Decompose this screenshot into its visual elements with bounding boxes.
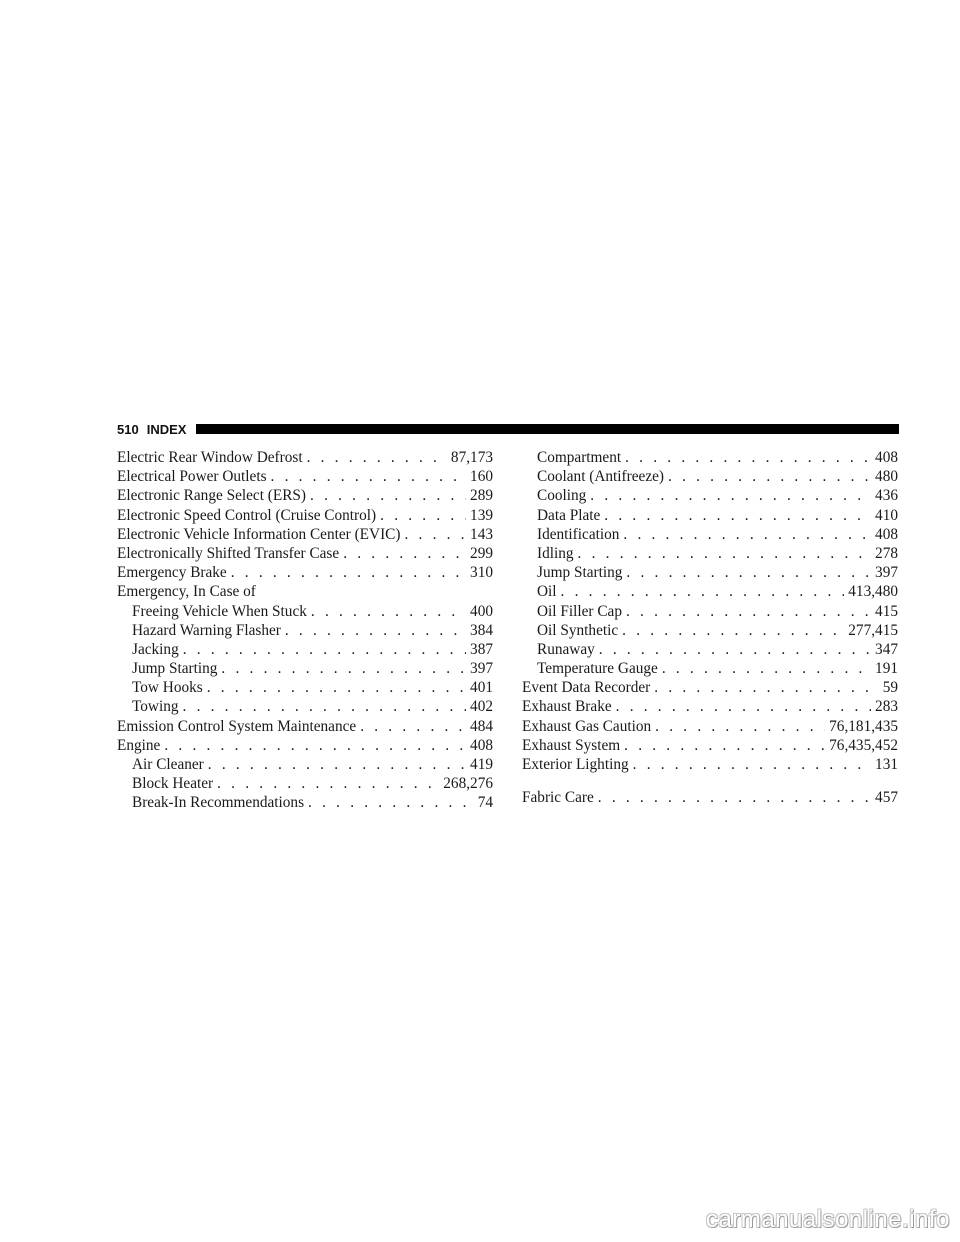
entry-label: Engine xyxy=(117,736,161,754)
index-subentry xyxy=(522,486,898,505)
dot-leader xyxy=(578,544,872,563)
index-subentry xyxy=(522,602,898,621)
index-entry xyxy=(117,563,493,582)
index-subentry xyxy=(117,602,493,621)
dot-leader xyxy=(308,793,474,812)
entry-pages: 76,181,435 xyxy=(829,717,898,735)
index-entry xyxy=(117,525,493,544)
index-entry xyxy=(117,448,493,467)
dot-leader xyxy=(662,659,871,678)
dot-leader xyxy=(668,467,871,486)
entry-label: Temperature Gauge xyxy=(537,660,658,678)
dot-leader xyxy=(655,717,825,736)
entry-label: Exhaust Brake xyxy=(522,698,612,716)
entry-pages: 139 xyxy=(470,506,493,524)
dot-leader xyxy=(207,678,466,697)
index-subentry xyxy=(117,697,493,716)
index-subentry xyxy=(522,467,898,486)
entry-pages: 347 xyxy=(875,640,898,658)
entry-label: Electronically Shifted Transfer Case xyxy=(117,544,340,562)
entry-pages: 384 xyxy=(470,621,493,639)
index-subentry xyxy=(522,563,898,582)
index-entry xyxy=(117,467,493,486)
entry-pages: 401 xyxy=(470,679,493,697)
entry-label: Towing xyxy=(132,698,179,716)
entry-pages: 76,435,452 xyxy=(829,736,898,754)
entry-pages: 299 xyxy=(470,544,493,562)
entry-pages: 87,173 xyxy=(450,449,493,466)
entry-label: Oil Synthetic xyxy=(537,621,619,639)
entry-label: Exhaust Gas Caution xyxy=(522,717,652,735)
dot-leader xyxy=(654,678,878,697)
entry-label: Jump Starting xyxy=(537,564,623,582)
entry-label: Freeing Vehicle When Stuck xyxy=(132,602,307,620)
entry-pages: 268,276 xyxy=(443,775,493,793)
entry-pages: 415 xyxy=(875,602,898,620)
dot-leader xyxy=(380,506,466,525)
dot-leader xyxy=(599,640,871,659)
dot-leader xyxy=(626,602,871,621)
entry-label: Electronic Speed Control (Cruise Control) xyxy=(117,506,377,524)
index-subentry xyxy=(522,640,898,659)
index-column-right xyxy=(522,448,898,807)
entry-label: Idling xyxy=(537,544,574,562)
entry-label: Emission Control System Maintenance xyxy=(117,717,357,735)
entry-pages: 278 xyxy=(875,544,898,562)
entry-label: Hazard Warning Flasher xyxy=(132,621,281,639)
entry-label: Electronic Vehicle Information Center (EVIC) xyxy=(117,525,401,543)
entry-pages: 419 xyxy=(470,756,493,773)
index-entry xyxy=(522,678,898,697)
entry-label: Event Data Recorder xyxy=(522,679,651,697)
entry-label: Electrical Power Outlets xyxy=(117,468,267,486)
entry-pages: 436 xyxy=(875,487,898,505)
index-column-left xyxy=(117,448,493,813)
entry-label: Compartment xyxy=(537,449,622,466)
entry-label: Oil Filler Cap xyxy=(537,602,622,620)
dot-leader xyxy=(633,755,871,774)
entry-label: Exterior Lighting xyxy=(522,756,629,773)
entry-pages: 410 xyxy=(875,506,898,524)
dot-leader xyxy=(598,788,871,807)
entry-pages: 484 xyxy=(470,717,493,735)
entry-label: Electronic Range Select (ERS) xyxy=(117,487,307,505)
entry-pages: 310 xyxy=(470,564,493,582)
entry-label: Emergency Brake xyxy=(117,564,227,582)
index-subentry xyxy=(522,506,898,525)
entry-label: Identification xyxy=(537,525,620,543)
entry-pages: 413,480 xyxy=(848,583,898,601)
index-entry xyxy=(522,788,898,807)
index-subentry xyxy=(522,544,898,563)
section-title: INDEX xyxy=(146,421,187,437)
site-watermark: carmanualsonline.info xyxy=(706,1206,950,1233)
dot-leader xyxy=(404,525,466,544)
entry-pages: 457 xyxy=(875,789,898,807)
entry-pages: 408 xyxy=(875,525,898,543)
entry-pages: 143 xyxy=(470,525,493,543)
index-subentry xyxy=(117,659,493,678)
index-entry xyxy=(522,736,898,755)
dot-leader xyxy=(307,448,447,467)
index-subentry xyxy=(117,793,493,812)
entry-pages: 277,415 xyxy=(848,621,898,639)
index-subentry xyxy=(522,659,898,678)
entry-pages: 59 xyxy=(882,679,898,697)
entry-label: Cooling xyxy=(537,487,587,505)
index-entry xyxy=(117,736,493,755)
index-subentry xyxy=(522,621,898,640)
entry-label: Fabric Care xyxy=(522,789,594,807)
entry-pages: 402 xyxy=(470,698,493,716)
dot-leader xyxy=(590,486,871,505)
entry-pages: 289 xyxy=(470,487,493,505)
entry-label: Block Heater xyxy=(132,775,214,793)
entry-label: Exhaust System xyxy=(522,736,621,754)
dot-leader xyxy=(622,621,844,640)
index-entry xyxy=(117,506,493,525)
entry-label: Data Plate xyxy=(537,506,601,524)
index-entry xyxy=(522,717,898,736)
dot-leader xyxy=(625,448,871,467)
index-subentry xyxy=(117,640,493,659)
page-header xyxy=(117,418,899,440)
entry-pages: 387 xyxy=(470,640,493,658)
dot-leader xyxy=(231,563,466,582)
dot-leader xyxy=(221,659,466,678)
entry-label: Emergency, In Case of xyxy=(117,583,256,601)
index-subentry xyxy=(117,621,493,640)
dot-leader xyxy=(616,697,871,716)
dot-leader xyxy=(164,736,466,755)
entry-pages: 400 xyxy=(470,602,493,620)
entry-label: Coolant (Antifreeze) xyxy=(537,468,664,486)
entry-pages: 480 xyxy=(875,468,898,486)
entry-pages: 408 xyxy=(470,736,493,754)
entry-label: Break-In Recommendations xyxy=(132,794,305,812)
index-entry xyxy=(522,697,898,716)
entry-pages: 131 xyxy=(875,756,898,773)
dot-leader xyxy=(626,563,871,582)
index-subentry xyxy=(522,448,898,467)
entry-pages: 397 xyxy=(470,660,493,678)
index-subentry xyxy=(117,774,493,793)
index-subentry xyxy=(117,755,493,774)
header-rule-bar xyxy=(196,424,899,434)
entry-pages: 283 xyxy=(875,698,898,716)
entry-label: Air Cleaner xyxy=(132,756,204,773)
index-entry xyxy=(117,486,493,505)
index-subentry xyxy=(522,525,898,544)
dot-leader xyxy=(311,602,466,621)
dot-leader xyxy=(285,621,466,640)
dot-leader xyxy=(343,544,466,563)
dot-leader xyxy=(217,774,439,793)
entry-label: Jacking xyxy=(132,640,179,658)
entry-pages: 408 xyxy=(875,449,898,466)
entry-pages: 74 xyxy=(477,794,493,812)
dot-leader xyxy=(624,736,825,755)
dot-leader xyxy=(360,717,466,736)
index-heading xyxy=(117,582,493,601)
index-subentry xyxy=(522,582,898,601)
dot-leader xyxy=(623,525,871,544)
index-entry xyxy=(522,755,898,774)
index-subentry xyxy=(117,678,493,697)
dot-leader xyxy=(183,697,467,716)
entry-pages: 160 xyxy=(470,468,493,486)
page-number: 510 xyxy=(117,421,139,437)
entry-label: Jump Starting xyxy=(132,660,218,678)
entry-pages: 397 xyxy=(875,564,898,582)
entry-label: Runaway xyxy=(537,640,595,658)
entry-pages: 191 xyxy=(875,660,898,678)
index-entry xyxy=(117,544,493,563)
entry-label: Electric Rear Window Defrost xyxy=(117,449,303,466)
dot-leader xyxy=(271,467,467,486)
dot-leader xyxy=(310,486,466,505)
dot-leader xyxy=(561,582,845,601)
dot-leader xyxy=(604,506,871,525)
entry-label: Oil xyxy=(537,583,557,601)
dot-leader xyxy=(208,755,466,774)
dot-leader xyxy=(183,640,466,659)
entry-label: Tow Hooks xyxy=(132,679,203,697)
index-entry xyxy=(117,717,493,736)
